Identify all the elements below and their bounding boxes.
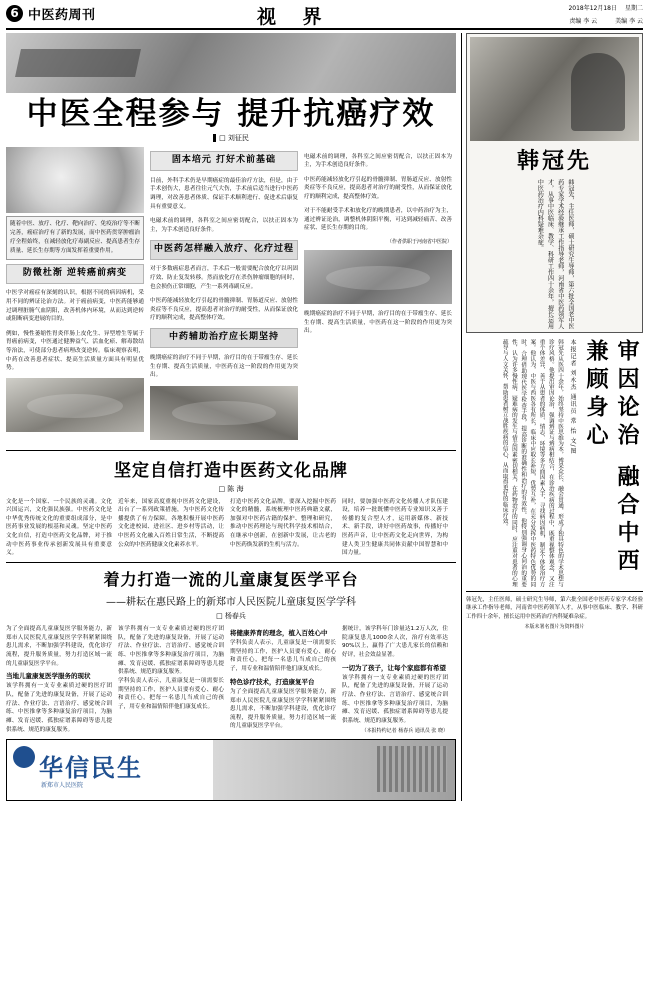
pediatric-col4-text: 据统计，该学科年门诊量达1.2万人次，住院康复患儿1000余人次，治疗有效率达90%以上，赢得了广大患儿家长的信赖和好评，社会效益显著。 — [342, 626, 448, 659]
vertical-feature-byline: 本报记者 刘永杰 通讯员 常 怡 文/图 — [569, 339, 576, 455]
section-title: 视 界 — [256, 6, 332, 28]
section3-extra: 中医药能减轻放化疗引起的骨髓抑制、胃肠道反应、放射性炎症等不良反应，提高患者对治疗的耐受性，从而保证放化疗的顺利完成，提高整体疗效。 — [304, 176, 452, 200]
right-column — [461, 33, 643, 801]
pediatric-col3-text: 学科负责人表示，儿童康复是一项需要长期坚持的工作，医护人员要有爱心、耐心和责任心，把每一名患儿当成自己的孩子，用专业和温情陪伴他们康复成长。 — [230, 640, 336, 673]
headline-byline — [6, 133, 456, 143]
pediatric-col-1 — [6, 625, 112, 735]
pediatric-note: （本报特约记者 杨春兵 通讯员 张 晓） — [361, 727, 448, 734]
culture-col-3: 打造中医药文化品牌，要深入挖掘中医药文化的精髓，系统梳理中医药典籍文献，加强对中医药古籍的保护、整理和研究，推动中医药理论与现代科学技术相结合，在继承中创新，在创新中发展，让古老的中医药焕发新的生机与活力。 — [230, 498, 336, 548]
subhead-2: 固本培元 打好术前基础 — [150, 151, 298, 171]
subhead-1: 防微杜渐 逆转癌前病变 — [6, 264, 144, 284]
hero-block — [6, 33, 456, 143]
pediatric-col-3 — [230, 625, 336, 735]
page-number: 6 — [6, 5, 23, 22]
feature-pediatric-byline: □ 杨春兵 — [216, 612, 246, 621]
pediatric-col-2 — [118, 625, 224, 735]
section2-extra: 电磁术前的调理，各科室之间应密切配合，以扶正固本为主，为手术创造良好条件。 — [304, 153, 452, 169]
pediatric-subsection-2: 将健康养育的理念，植入百姓心中 — [230, 629, 328, 638]
hospital-ad[interactable] — [6, 739, 456, 801]
subhead-3: 中医药怎样融入放疗、化疗过程 — [150, 240, 298, 260]
doctor-intro: 韩冠先，主任医师，硕士研究生导师，第六批全国老中医药专家学术经验继承工作指导老师，河南省中医药领军人才，从事中医临床、教学、科研工作四十余年，擅长运用中医药治疗内科疑难杂症。 — [536, 179, 574, 329]
pediatric-col3-text2: 为了全面提高儿童康复医学服务能力，新郑市人民医院儿童康复医学学科紧紧围绕患儿需求，不断加强学科建设，优化诊疗流程，提升服务质量，努力打造区域一流的儿童康复医学平台。 — [230, 688, 336, 730]
vertical-feature — [466, 339, 643, 587]
feature-pediatric — [6, 567, 456, 801]
article-column-2 — [150, 147, 298, 443]
section2-para1: 目前，外科手术仍是早期癌症的最佳治疗方法，但是，由于手术创伤大，患者往往元气大伤，手术前后适当进行中医药调理，对改善患者体质、保证手术顺利进行、促进术后康复具有重要意义。 — [150, 177, 298, 210]
section2-para2: 电磁术前的调理，各科室之间应密切配合，以扶正固本为主，为手术创造良好条件。 — [150, 217, 298, 233]
feature-pediatric-columns — [6, 625, 456, 735]
section3-para2: 中医药能减轻放化疗引起的骨髓抑制、胃肠道反应、放射性炎症等不良反应，提高患者对治疗的耐受性，从而保证放化疗的顺利完成，提高整体疗效。 — [150, 297, 298, 322]
doctor-profile-box — [466, 33, 643, 333]
editor-label: 责编 李 云 — [569, 18, 598, 25]
feature-culture-columns — [6, 498, 456, 559]
section3-para1: 对于多数癌症患者而言，手术后一般需要配合放化疗以巩固疗效、防止复发转移。然而放化疗在杀伤肿瘤细胞的同时，也会损伤正常细胞，产生一系列毒副反应。 — [150, 266, 298, 290]
article-column-1 — [6, 147, 144, 443]
section4-note: （作者供职于河南省中医院） — [386, 238, 452, 245]
masthead-meta — [493, 4, 643, 26]
pediatric-subsection-4: 一切为了孩子，让每个家庭都有希望 — [342, 663, 446, 672]
feature-pediatric-title: 着力打造一流的儿童康复医学平台 — [103, 570, 359, 590]
section1-para2: 例如，慢性萎缩性胃炎伴肠上皮化生、异型增生等属于胃癌前病变，中医通过健脾益气、活血化瘀、解毒散结等治法，可使部分患者病理改变逆转。临床观察表明，中药在改善患者症状、提高生活质量方面具有明显优势。 — [6, 330, 144, 372]
section4-photo — [150, 386, 298, 440]
feature-culture-title: 坚定自信打造中医药文化品牌 — [114, 460, 348, 481]
article-grid — [6, 147, 456, 443]
hospital-logo-icon — [13, 746, 35, 768]
article-lead: 随着中医、放疗、化疗、靶向治疗、免疫治疗等不断完善，癌症治疗有了新的发展，而中医药贯穿肿瘤治疗全程始终，在减轻放化疗毒副反应、提高患者生存质量、延长生存期等方面发挥着重要作用。 — [6, 216, 144, 260]
ad-sub-text: 新郑市人民医院 — [41, 782, 84, 790]
feature-divider — [6, 562, 456, 563]
masthead — [0, 0, 649, 26]
culture-col-2: 近年来，国家高度重视中医药文化建设，出台了一系列政策措施，为中医药文化传播提供了有力保障。各地积极开展中医药文化进校园、进社区、进乡村等活动，让中医药文化融入百姓日常生活，不断提高公众的中医药健康文化素养水平。 — [118, 498, 224, 548]
byline-text: □ 刘征民 — [213, 134, 249, 142]
page-headline: 中医全程参与 提升抗癌疗效 — [26, 96, 436, 132]
culture-col-1: 文化是一个国家、一个民族的灵魂。文化兴国运兴，文化强民族强。中医药文化是中华优秀传统文化的重要组成部分，是中医药事业发展的根基和灵魂。坚定中医药文化自信，打造中医药文化品牌，对于推动中医药事业传承创新发展具有重要意义。 — [6, 498, 112, 557]
section4-photo-2 — [304, 250, 452, 304]
doctor-name: 韩冠先 — [516, 148, 592, 174]
section4-para1: 晚期癌症的治疗不同于早期，治疗目的在于带瘤生存、延长生存期、提高生活质量，中医药在这一阶段的作用更为突出。 — [150, 354, 298, 379]
pediatric-col-4 — [342, 625, 448, 735]
feature-pediatric-subtitle: ——耕耘在惠民路上的新郑市人民医院儿童康复医学学科 — [106, 597, 356, 609]
right-extra-text: 韩冠先，主任医师，硕士研究生导师，第六批全国老中医药专家学术经验继承工作指导老师，河南省中医药领军人才，从事中医临床、教学、科研工作四十余年，擅长运用中医药治疗内科疑难杂症。 — [466, 597, 643, 620]
publish-date: 2018年12月18日 — [568, 5, 617, 12]
pediatric-col1-text2: 该学科拥有一支专业素质过硬的医疗团队，配备了先进的康复设备，开展了运动疗法、作业疗法、言语治疗、感觉统合训练、中医推拿等多种康复治疗项目，为脑瘫、发育迟缓、孤独症谱系障碍等患儿提供系统、规范的康复服务。 — [6, 683, 112, 733]
main-column — [6, 33, 456, 801]
pediatric-subsection-3: 特色诊疗技术，打造康复平台 — [230, 677, 315, 686]
pediatric-col1-text: 为了全面提高儿童康复医学服务能力，新郑市人民医院儿童康复医学学科紧紧围绕患儿需求，不断加强学科建设，优化诊疗流程，提升服务质量，努力打造区域一流的儿童康复医学平台。 — [6, 626, 112, 667]
vertical-feature-title: 审因论治 融合中西 兼顾身心 — [583, 339, 640, 577]
pediatric-subsection-1: 当地儿童康复医学服务的现状 — [6, 672, 91, 681]
feature-culture-byline: □ 陈 海 — [218, 484, 244, 493]
feature-culture — [6, 450, 456, 559]
subhead-4: 中药辅助治疗应长期坚持 — [150, 328, 298, 348]
right-divider — [466, 591, 643, 592]
section4-para2: 对于不能耐受手术和放化疗的晚期患者，以中药治疗为主，通过辨证论治，调整机体阴阳平衡，可达到减轻痛苦、改善症状、延长生存期的目的。 — [304, 208, 452, 232]
article-column-3 — [304, 147, 452, 443]
paper-name: 中医药周刊 — [28, 8, 96, 23]
doctor-portrait — [470, 37, 639, 141]
herb-photo — [6, 147, 144, 213]
weekday: 星期二 — [624, 5, 643, 12]
page-footnote: 本版未署名图片为资料图片 — [524, 624, 585, 631]
section4-para3: 晚期癌症的治疗不同于早期，治疗目的在于带瘤生存、延长生存期、提高生活质量，中医药在这一阶段的作用更为突出。 — [304, 311, 452, 335]
section1-para1: 中医学对癌症有深刻的认识，根据不同的病因病机，采用不同的辨证论治方法。对于癌前病变，中医药能够通过调理脏腑气血阴阳，改善机体内环境，从而达到逆转或阻断病变进展的目的。 — [6, 290, 144, 323]
culture-col-4: 同时，要加强中医药文化传播人才队伍建设，培养一批既懂中医药专业知识又善于传播的复合型人才，运用新媒体、新技术、新手段，讲好中医药故事，传播好中医药声音，让中医药文化走向世界，为构建人类卫生健康共同体贡献中国智慧和中国力量。 — [342, 498, 448, 557]
hero-photo — [6, 33, 456, 93]
layout-editor-label: 美编 李 云 — [615, 18, 643, 25]
pediatric-col2-text2: 学科负责人表示，儿童康复是一项需要长期坚持的工作，医护人员要有爱心、耐心和责任心，把每一名患儿当成自己的孩子，用专业和温情陪伴他们康复成长。 — [118, 678, 224, 710]
section1-photo — [6, 378, 144, 432]
pediatric-col2-text: 该学科拥有一支专业素质过硬的医疗团队，配备了先进的康复设备，开展了运动疗法、作业疗法、言语治疗、感觉统合训练、中医推拿等多种康复治疗项目，为脑瘫、发育迟缓、孤独症谱系障碍等患儿提供系统、规范的康复服务。 — [118, 626, 224, 676]
ad-building-image — [377, 746, 447, 792]
ad-main-text: 华信民生 — [39, 754, 143, 783]
pediatric-col4-text2: 该学科拥有一支专业素质过硬的医疗团队，配备了先进的康复设备，开展了运动疗法、作业疗法、言语治疗、感觉统合训练、中医推拿等多种康复治疗项目，为脑瘫、发育迟缓、孤独症谱系障碍等患儿提供系统、规范的康复服务。 — [342, 674, 448, 725]
vertical-feature-body: 韩冠先从医四十余年，始终坚持中医思维为本，博采众长、融会贯通，形成了独具特色的学术思想与诊疗风格。他提出审因论治，强调辨证与辨病相结合，在诊治疾病的过程中，既重视整体观念，又注重个体差异，善于从患者的体质、情志、环境等多方面因素入手，寻找病因病机，制定个体化治疗方案。他认为，中医与西医各有所长，临床中应取长补短，优势互补，在充分发挥中医药特色优势的同时，合理借助现代医学检查手段，提高诊断的准确性和治疗的有效性。他特别强调身心同治的重要性，认为许多慢性病、疑难病的发生与情志因素密切相关，在药物治疗的同时，应注重对患者的心理疏导与人文关怀，帮助患者树立战胜疾病的信心，从而取得更好的临床疗效。 — [501, 339, 563, 587]
